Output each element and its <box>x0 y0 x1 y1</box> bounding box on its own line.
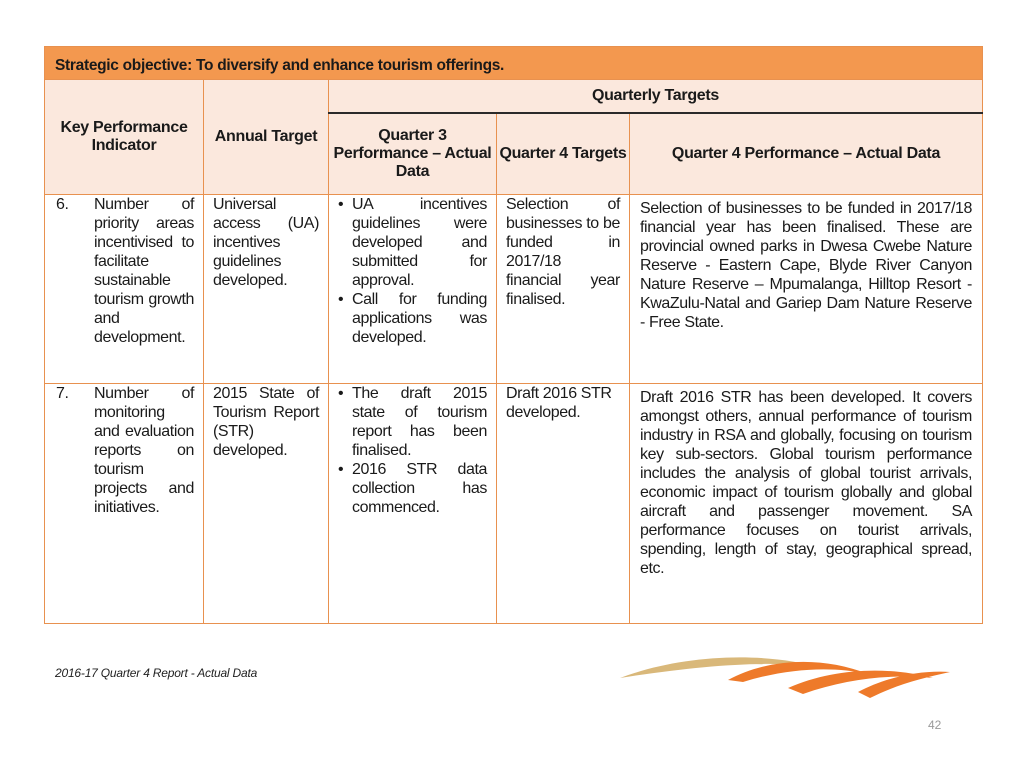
list-item: • Call for funding applications was developed. <box>338 291 487 347</box>
table-row <box>45 195 983 383</box>
header-kpi: Key Performance Indicator <box>45 80 204 195</box>
footer-caption: 2016-17 Quarter 4 Report - Actual Data <box>55 666 258 680</box>
row-number: 7. <box>56 384 69 402</box>
q4-target-cell: Selection of businesses to be funded in 2017/18 financial year finalised. <box>497 195 630 383</box>
bullet-icon: • <box>338 196 344 214</box>
list-item: • UA incentives guidelines were developed and submitted for approval. <box>338 196 487 290</box>
annual-target-cell: Universal access (UA) incentives guidelines developed. <box>204 195 329 383</box>
q3-cell <box>329 195 497 383</box>
q4-target-cell: Draft 2016 STR developed. <box>497 383 630 623</box>
q4-performance-cell: Draft 2016 STR has been developed. It covers amongst others, annual performance of tourism industry in RSA and globally, focusing on tourism key sub-sectors. Global tourism performance includes the analysis of global tourist arrivals, economic impact of tourism globally and global aircraft and passenger movement. SA performance focuses on tourist arrivals, spending, length of stay, geographical spread, etc. <box>630 383 983 623</box>
kpi-text: Number of monitoring and evaluation reports on tourism projects and initiatives. <box>94 384 194 516</box>
list-item: • 2016 STR data collection has commenced. <box>338 460 487 516</box>
list-item: • The draft 2015 state of tourism report has been finalised. <box>338 384 487 459</box>
bullet-icon: • <box>338 460 344 478</box>
logo-orange-swoosh-2 <box>788 671 933 694</box>
row-number: 6. <box>56 196 69 214</box>
kpi-cell <box>45 195 204 383</box>
annual-target-cell: 2015 State of Tourism Report (STR) developed. <box>204 383 329 623</box>
page-number: 42 <box>928 718 942 732</box>
strategic-objective: Strategic objective: To diversify and enhance tourism offerings. <box>45 47 983 80</box>
bullet-icon: • <box>338 291 344 309</box>
header-annual-target: Annual Target <box>204 80 329 195</box>
kpi-text: Number of priority areas incentivised to facilitate sustainable tourism growth and development. <box>94 196 194 347</box>
header-q4-targets: Quarter 4 Targets <box>497 113 630 195</box>
header-q4-performance: Quarter 4 Performance – Actual Data <box>630 113 983 195</box>
q4-performance-cell: Selection of businesses to be funded in 2017/18 financial year has been finalised. These are provincial owned parks in Dwesa Cwebe Nature Reserve - Eastern Cape, Blyde River Canyon Nature Reserve – Mpumalanga, Hilltop Resort - KwaZulu-Natal and Gariep Dam Nature Reserve - Free State. <box>630 195 983 383</box>
kpi-cell <box>45 383 204 623</box>
q3-cell <box>329 383 497 623</box>
bullet-icon: • <box>338 384 344 402</box>
kpi-table <box>44 46 983 624</box>
table-row <box>45 383 983 623</box>
header-quarterly-targets: Quarterly Targets <box>329 80 983 114</box>
swoosh-logo <box>618 648 953 700</box>
header-q3-performance: Quarter 3 Performance – Actual Data <box>329 113 497 195</box>
